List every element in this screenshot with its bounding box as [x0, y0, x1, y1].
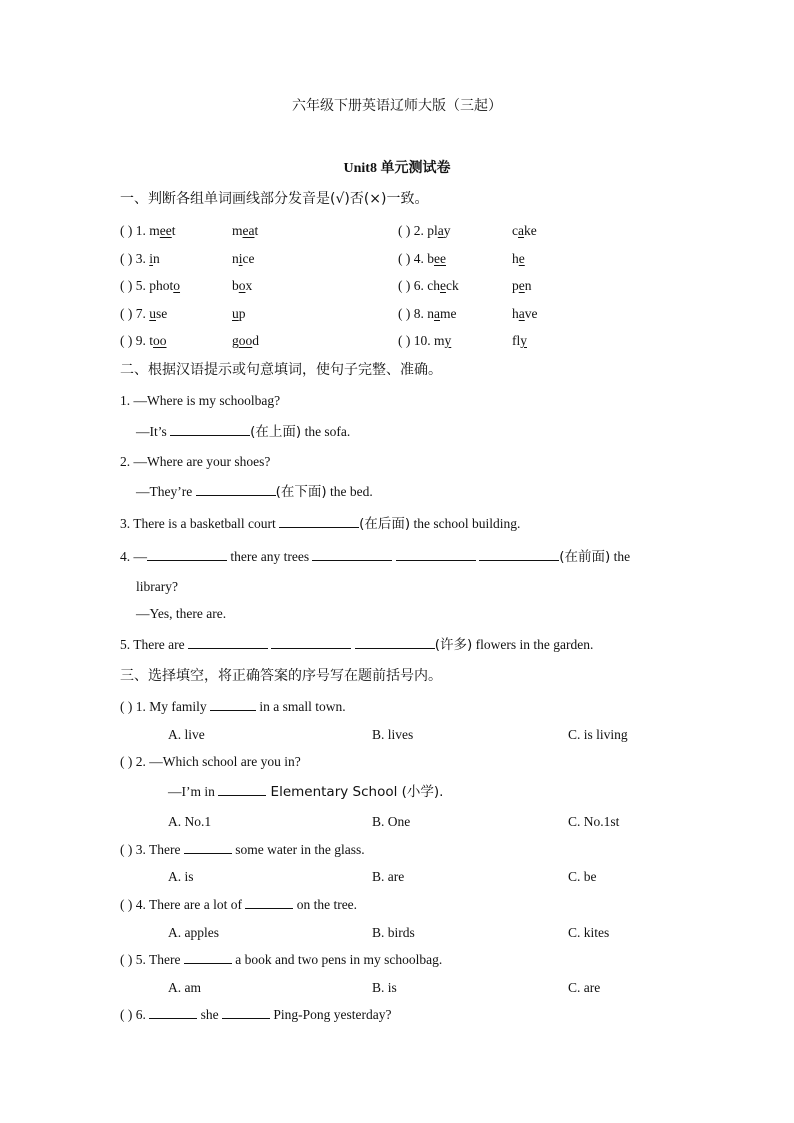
s3-q2-line2 [168, 780, 443, 800]
s3-q2-option-b: B. One [372, 814, 411, 829]
word-part: phot [149, 278, 174, 293]
underlined-letters: y [444, 333, 452, 348]
s3-q1-prefix: 1. My family [135, 699, 210, 714]
underlined-letters: a [434, 306, 440, 321]
s2-q5-suffix: flowers in the garden. [472, 637, 594, 652]
s1-item-number: 5. [135, 278, 146, 293]
word-part: p [512, 278, 519, 293]
s3-q5-option-b: B. is [372, 980, 397, 995]
s3-q5-option-a: A. am [168, 980, 201, 995]
s3-q5-prefix: 5. There [135, 952, 184, 967]
word-part: p [238, 306, 246, 321]
answer-blank [245, 897, 293, 909]
s3-q2-option-c: C. No.1st [568, 814, 620, 829]
s3-q3-prefix: 3. There [135, 842, 184, 857]
s3-q3-option-c: C. be [568, 869, 597, 884]
s3-q1 [120, 699, 346, 715]
underlined-letters: y [520, 333, 527, 348]
s3-q2-prefix: —I’m in [168, 784, 219, 799]
page-title: 六年级下册英语辽师大版（三起） [292, 98, 502, 114]
word-part: t [149, 333, 154, 348]
s1-item-9 [120, 333, 167, 349]
s3-q4-option-a: A. apples [168, 925, 219, 940]
answer-blank [149, 1007, 197, 1019]
s2-q4-hint: (在前面) [559, 549, 611, 565]
s2-q2-prefix: —They’re [136, 484, 196, 499]
s1-item-number: 4. [413, 251, 424, 266]
answer-blank[interactable] [196, 484, 276, 496]
s3-q5 [120, 952, 442, 968]
s2-q5-prefix: 5. There are [120, 637, 188, 652]
s2-q4-mid: there any trees [227, 549, 313, 564]
s2-q1-answer-line [136, 420, 350, 440]
s1-word-a [427, 306, 456, 322]
answer-blank[interactable] [479, 549, 559, 561]
answer-bracket[interactable]: ( ) [120, 278, 133, 293]
s3-q3-option-b: B. are [372, 869, 405, 884]
word-part: ve [524, 306, 538, 321]
underlined-letters: o [173, 278, 181, 293]
word-part: d [252, 333, 259, 348]
word-part: h [512, 251, 519, 266]
underlined-letters: e [440, 278, 446, 293]
answer-blank [222, 1007, 270, 1019]
answer-blank[interactable] [355, 637, 435, 649]
answer-blank [184, 952, 232, 964]
underlined-letters: ee [159, 223, 172, 238]
answer-blank[interactable] [170, 424, 250, 436]
underlined-letters: oo [153, 333, 167, 348]
s3-q3-suffix: some water in the glass. [231, 842, 365, 857]
underlined-letters: u [232, 306, 239, 321]
s1-word-b [512, 223, 537, 239]
word-part: h [512, 306, 519, 321]
s1-item-7 [120, 306, 167, 322]
answer-bracket[interactable]: ( ) [398, 333, 411, 348]
s1-item-1 [120, 223, 176, 239]
word-part: ce [242, 251, 255, 266]
answer-bracket[interactable]: ( ) [120, 1007, 133, 1022]
s3-q4-prefix: 4. There are a lot of [135, 897, 246, 912]
answer-bracket[interactable]: ( ) [120, 842, 133, 857]
s2-q2-question: 2. —Where are your shoes? [120, 454, 271, 469]
s2-q1-suffix: the sofa. [301, 424, 351, 439]
answer-blank [218, 784, 266, 796]
s1-word-a [434, 333, 451, 349]
word-part: ke [524, 223, 537, 238]
s1-word-b [232, 223, 258, 239]
page-subtitle: Unit8 单元测试卷 [343, 161, 451, 176]
underlined-letters: o [238, 278, 246, 293]
word-part: b [232, 278, 239, 293]
s3-q6-prefix: 6. [135, 1007, 150, 1022]
s1-item-number: 6. [413, 278, 424, 293]
answer-blank[interactable] [271, 637, 351, 649]
s3-q4-option-c: C. kites [568, 925, 610, 940]
answer-bracket[interactable]: ( ) [398, 223, 411, 238]
s1-word-a [427, 223, 450, 239]
s3-q6-suffix: Ping-Pong yesterday? [270, 1007, 392, 1022]
s3-q6 [120, 1007, 391, 1023]
s2-q4 [120, 545, 630, 565]
word-part: m [232, 223, 243, 238]
s2-q1-prefix: —It’s [136, 424, 171, 439]
answer-bracket[interactable]: ( ) [120, 223, 133, 238]
answer-blank[interactable] [396, 549, 476, 561]
word-part: y [443, 223, 451, 238]
answer-bracket[interactable]: ( ) [398, 306, 411, 321]
word-part: x [245, 278, 253, 293]
s3-q1-option-c: C. is living [568, 727, 628, 742]
underlined-letters: e [518, 251, 525, 266]
s3-q5-option-c: C. are [568, 980, 601, 995]
word-part: m [434, 333, 445, 348]
s3-q3-option-a: A. is [168, 869, 194, 884]
word-part: n [524, 278, 532, 293]
s3-q2-line1: 2. —Which school are you in? [135, 754, 301, 769]
s1-item-4 [398, 251, 446, 267]
s1-word-b [232, 333, 259, 349]
answer-bracket[interactable]: ( ) [120, 754, 133, 769]
word-part: n [232, 251, 239, 266]
s1-item-number: 7. [135, 306, 146, 321]
s1-item-number: 2. [413, 223, 424, 238]
s3-q1-option-a: A. live [168, 727, 205, 742]
s1-word-b [232, 306, 246, 322]
s3-q1-suffix: in a small town. [256, 699, 346, 714]
s3-q2 [120, 754, 301, 770]
s1-word-a [149, 278, 180, 294]
word-part: t [254, 223, 259, 238]
s1-item-3 [120, 251, 160, 267]
s2-q3-prefix: 3. There is a basketball court [120, 516, 280, 531]
underlined-letters: i [149, 251, 154, 266]
word-part: fl [512, 333, 521, 348]
word-part: m [149, 223, 160, 238]
underlined-letters: e [518, 278, 525, 293]
word-part: n [427, 306, 434, 321]
underlined-letters: u [149, 306, 156, 321]
s2-q1-hint: (在上面) [250, 424, 302, 440]
answer-blank[interactable] [147, 549, 227, 561]
word-part: g [232, 333, 239, 348]
underlined-letters: a [518, 223, 524, 238]
s2-q3-hint: (在后面) [359, 516, 411, 532]
answer-bracket[interactable]: ( ) [398, 278, 411, 293]
underlined-letters: ee [434, 251, 446, 266]
s1-word-a [149, 223, 175, 239]
section3-heading: 三、选择填空，将正确答案的序号写在题前括号内。 [120, 668, 442, 684]
s3-q4-suffix: on the tree. [293, 897, 358, 912]
word-part: c [512, 223, 518, 238]
s1-item-number: 1. [135, 223, 146, 238]
s3-q3 [120, 842, 365, 858]
underlined-letters: ea [242, 223, 255, 238]
s2-q2-hint: (在下面) [275, 484, 327, 500]
s1-word-b [232, 278, 252, 294]
word-part: me [440, 306, 457, 321]
s1-word-a [149, 306, 167, 322]
word-part: ch [427, 278, 440, 293]
s1-word-b [512, 306, 538, 322]
word-part: b [427, 251, 434, 266]
s3-q2-option-a: A. No.1 [168, 814, 212, 829]
underlined-letters: oo [238, 333, 253, 348]
s2-q2-suffix: the bed. [326, 484, 373, 499]
s1-item-number: 9. [135, 333, 146, 348]
s3-q6-mid: she [197, 1007, 222, 1022]
s1-word-a [149, 251, 160, 267]
answer-bracket[interactable]: ( ) [120, 333, 133, 348]
answer-bracket[interactable]: ( ) [398, 251, 411, 266]
s1-item-number: 8. [413, 306, 424, 321]
underlined-letters: i [238, 251, 243, 266]
s1-item-number: 10. [413, 333, 431, 348]
word-part: n [153, 251, 160, 266]
answer-bracket[interactable]: ( ) [120, 306, 133, 321]
s2-q3 [120, 512, 520, 532]
s2-q4-line3: —Yes, there are. [136, 606, 227, 621]
answer-bracket[interactable]: ( ) [120, 699, 133, 714]
s1-word-a [427, 278, 459, 294]
s3-q5-suffix: a book and two pens in my schoolbag. [231, 952, 443, 967]
s2-q4-suffix: the [610, 549, 631, 564]
answer-blank [210, 699, 256, 711]
answer-bracket[interactable]: ( ) [120, 251, 133, 266]
s2-q4-line2: library? [136, 579, 178, 594]
s1-item-2 [398, 223, 451, 239]
s2-q3-suffix: the school building. [410, 516, 521, 531]
s1-word-b [232, 251, 255, 267]
s3-q1-option-b: B. lives [372, 727, 414, 742]
word-part: ck [446, 278, 459, 293]
s1-word-a [149, 333, 166, 349]
s2-q2-answer-line [136, 480, 373, 500]
underlined-letters: a [518, 306, 525, 321]
s2-q1-question: 1. —Where is my schoolbag? [120, 393, 281, 408]
s1-word-b [512, 333, 527, 349]
s1-word-b [512, 251, 525, 267]
section1-heading: 一、判断各组单词画线部分发音是(√)否(×)一致。 [120, 191, 429, 207]
s3-q4-option-b: B. birds [372, 925, 415, 940]
word-part: t [171, 223, 176, 238]
s3-q2-suffix: Elementary School (小学). [266, 784, 444, 800]
word-part: pl [427, 223, 438, 238]
underlined-letters: a [437, 223, 444, 238]
answer-bracket[interactable]: ( ) [120, 897, 133, 912]
s1-item-10 [398, 333, 451, 349]
answer-blank [184, 842, 232, 854]
s1-word-a [427, 251, 446, 267]
answer-blank[interactable] [312, 549, 392, 561]
s2-q4-prefix: 4. — [120, 549, 147, 564]
s1-item-6 [398, 278, 459, 294]
s3-q4 [120, 897, 357, 913]
word-part: se [156, 306, 168, 321]
s1-item-5 [120, 278, 180, 294]
section2-heading: 二、根据汉语提示或句意填词，使句子完整、准确。 [120, 362, 442, 378]
s2-q5 [120, 633, 593, 653]
answer-blank[interactable] [188, 637, 268, 649]
s1-word-b [512, 278, 532, 294]
s1-item-8 [398, 306, 457, 322]
s1-item-number: 3. [135, 251, 146, 266]
answer-blank[interactable] [279, 516, 359, 528]
answer-bracket[interactable]: ( ) [120, 952, 133, 967]
s2-q5-hint: (许多) [434, 637, 473, 653]
